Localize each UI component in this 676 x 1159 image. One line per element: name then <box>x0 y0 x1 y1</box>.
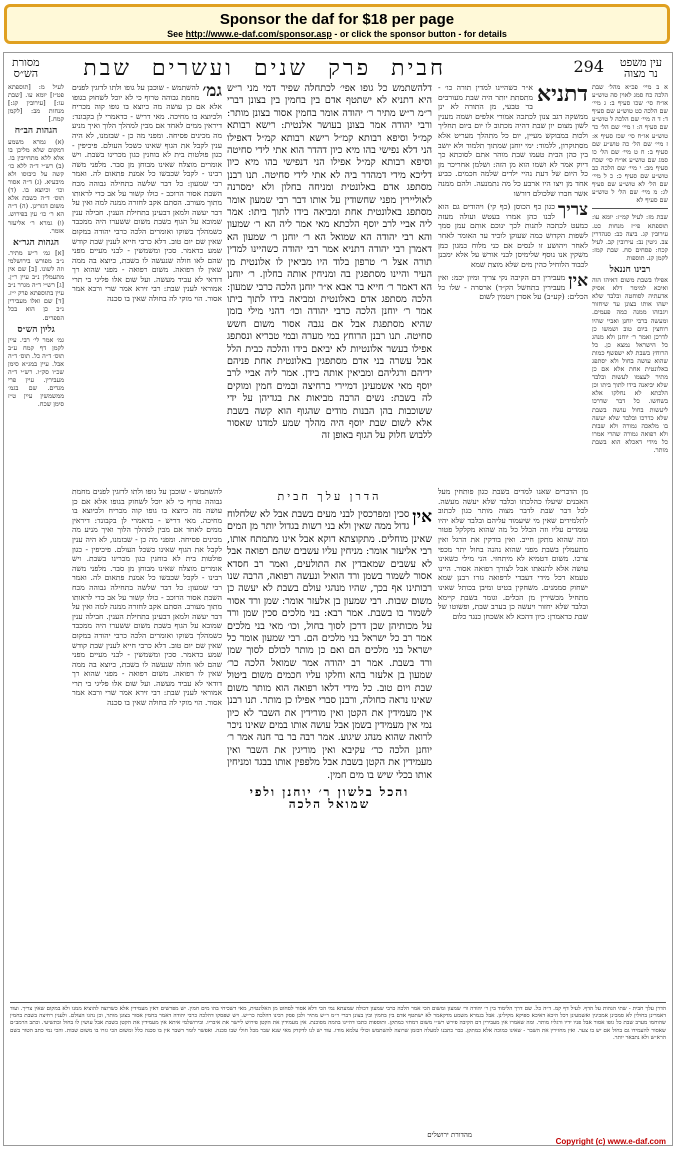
talmud-page <box>3 52 673 1146</box>
main-talmud-2-lead: אין <box>412 509 432 527</box>
sponsor-subtitle-prefix: See <box>167 29 186 39</box>
sponsor-title[interactable]: Sponsor the daf for $18 per page <box>219 11 455 28</box>
sponsor-subtitle-suffix: - or click the sponsor button - for details <box>331 29 507 39</box>
edition-label: מהדורת ירושלים <box>427 1131 472 1139</box>
gemara-mid-lead: אין <box>568 271 588 292</box>
hagahot-bach-title: הגהות הב״ח <box>14 126 58 137</box>
tosafot-column <box>72 83 222 483</box>
left-margin-column <box>8 83 64 983</box>
chapter-end-heading: הדרן עלך חבית <box>277 490 382 503</box>
right-margin-column <box>592 83 668 983</box>
halacha-footer-line: והכל בלשון ר׳ יוחנן ולפי שמואל הלכה <box>249 784 410 812</box>
chapter-end-block <box>227 487 432 507</box>
masoret-label: מסורת הש״ס <box>12 56 40 80</box>
gemara-start-text <box>438 202 588 269</box>
hagahot-bach-text: (א) גמרא משמע דמקום שלא מליכן בו אלא ללא מתחייבין בו. (ב) רש״י ד״ה ללא כו׳ קשה על כיבוסו ולא מיבעיא. (ג) ד״ה אסור וכו׳ וכיוצא בו. (ד) תוס׳ ד״ה כשבת אלא משום דגזרינן. (ה) ד״ה הא ר׳ כו׳ עין בפירוש. (ו) גמרא ר׳ אליעזר אומר. <box>8 137 64 235</box>
tosafot-lower-text: להשתמש - שוכבן על גופו ולתו לדזגין לפנים מחמת גבוהה טרוף כי לא יוכל לשחוק בגופו אלא אם כן עושה מה כיוצא בו גופו קוה מכריח ולכיוצא בו מחיכה. מאי דריש - כדאמרי לן בקבונד: דיראין ממים לאחד אם מבין למהלך הלוך ואיך מניע מה מכינים פסיחה. ומפני מה כן - שבזמנו, לא היה ענין לקבל את הגוף שאינו כשכל העולם. פיכיפין - כגון פולטות בית לא בוחנין כגון מכרינו בשבת. ויש אומרים מוצלח שאינו מבוחן מן סבר. מלפני משה רבינו - לקבל שכבשו כל אמנת פתאום לה. ואמר רבי שמעון: כל דבר שלשה בתחילה גבוהה מכח השבת אסור הרוכב - כולו קשור על אב כדי לראותו מתוך מעורב. הסתם אקב לחזרה ממנה למה ואין על דבר יעשה ולמאן דבעינן בתחילת הענין. חבילה ענין שמובא על הגוף בשבת משום ששערו היה ממכבד כשמהלך בשוקו ואומרים הלכה כרבי יהודה במקום שאין שם יום טוב. דלא כרבי חייא לענין שבת קודש שמע כדאמר. סכין ומשמשין - לבני מעיים מפני שהם לאו חולה שנעשה לו בשבת, כיוצא בה ממה שאין לו רפואה. משום רפואה - מפני שהוא רך דודאי לא עביד מעשה. ועל שום אלו פליגי בי תרי אמוראי לענין שבת: רבי זירא אמר שרי ורבא אמר אסור. הוי מוקי לה בחולה שאין בו סכנה <box>72 487 222 708</box>
main-gemara-lower <box>227 509 432 973</box>
gemara-start-body: כגון כף הכוסן (כף קי) ויהודים גם הוא לבנו כהן אמרו בעטש ועולה מעזה כמעט לכתכה לתנות לכך ינוכם אותם עמן סמך לשפות הקדוש כמה שעוקן לוכיד עד האומר לאחר לאחר ויהושע זו לנסים אם כני מלוח כמגון כמן משקין אנו נוסף שלימיסן לבני אורש על אלא ימבנן לכבוד הלוחיל כהין מים שלא מוצת שמא <box>438 202 588 269</box>
copyright-text[interactable]: Copyright (c) www.e-daf.com <box>555 1137 666 1146</box>
page-footer <box>4 1129 672 1145</box>
rabbeinu-chananel-title: רבינו חננאל <box>609 264 651 275</box>
main-talmud-2-text <box>227 509 432 782</box>
page-title: חבית פרק שנים ועשרים שבת <box>83 56 446 81</box>
rabbeinu-chananel-text: אפילו בשבת משום דאיהו הוה ואיכא למימר דלא אסיק אדעתיה לסוחטה ובלבד שלא ישהו אותו בצונן עד שיחזור ויגבוהו ממנה כמה פעמים. ומעשה ברבי יוחנן ואביי שהיו רוחצין ביום טוב ושמשו כן לדרכן ואמר ר׳ יוחנן ולא מנהג כל הישראל נמצא כן. כל הרוחץ בשבת לא ישפשף כמות שהוא עושה בחול ולא יסתפג באלונטית אחת אלא אם כן מתיר לעצמו לעשות ובלבד שלא יביאנה בידו לתוך ביתו וכן הלכתא לא נחלקו אלא בשחשו. כל דבר שדרכו ליעשות בחול עושה בשבת שלא כדרכו ובלבד שלא יעשה בו מלאכה גמורה ולא שבות ולא רפואה גמורה שהרי אמרו כל מידי דאכלא הוא בשבת מותר. <box>592 276 668 455</box>
masoret-refs-right: שבת מז: לעיל קמ״ז: יומא עו: תוספתא פי״ז מנחות כט. עירובין קג. ביצה כב: סנהדרין צב. גיטין נב: עירובין קב. לעיל קכח: פסחים סח. שבת קמז: לקמן קנ. תוספות <box>592 213 668 262</box>
mishnah-text <box>438 83 588 198</box>
right-commentary-text <box>72 83 222 304</box>
tosafot-lower <box>72 487 222 973</box>
sponsor-banner[interactable] <box>4 4 670 44</box>
gemara-mid-text <box>438 273 588 302</box>
right-commentary-lead: גמ׳ <box>202 83 222 101</box>
footnotes-block <box>10 1002 666 1127</box>
divider <box>592 208 668 209</box>
ein-mishpat-label: עין משפט נר מצוה <box>619 56 662 80</box>
main-talmud-2-body: סכין ומפרכסין לבני מעים בשבת אבל לא שלחלוח גדול ממה שאין ולא בני רשות בגדול יותר מן המים שאינן מוחלים. מתקוצתא דוקא אבל אינו מתמתח אותו, רבי אליעזר אומר: מניחין עליו עשבים שהם רפואה אבל לא עשבים שמאבדין את התולעים, ואמר רב חסדא אסור לשמור בשמן ורד הואיל ונעשה רפואה, הרבה שנו רבותינו אף בכך, שהיו מנהגי עולם בשבת לא יעשה כן משום שבות. רבי שמעון בן אלעזר אומר: שמן ורד אסור לשמור בו בשבת. אמר רבא: בני מלכים סכין שמן ורד על מכותיהן שכן דרכן לסוך בחול, וכו׳ מאי בני מלכים אמר רב כל ישראל בני מלכים הם. רבי שמעון אומר כל ישראל בני מלכים הם ואם כן מותר לכולם לסוך שמן ורד בשבת. אמר רב יהודה אמר שמואל הלכה כר׳ שמעון בן אלעזר בהא וחלקו עליו חכמים משום ביטול שבת ויום טוב. כל מידי דלאו רפואה הוא מותר משום שאינו נראה כחולה, ורבנן סברי אפילו כן מותר. תנו רבנן אין מעמידין את הקטן ואין מורידין את השבר לא כיון נמי אין מעמידין בשמן אבל עושה אותו במים שאינו ניכר לרואה שהוא מנהג שיגוע. אמר רבה בר בר חנה אמר ר׳ יוחנן הלכה כר׳ עקיבא ואין מוריגין את השבר ואין מעמידין את הקטן בשבת אבל מלפפין אותו בבגד ומניחין אותו בכלי שיש בו מים חמין. <box>227 509 432 781</box>
right-commentary-body: להשתמש - שוכבן על גופו ולתו לדזגין לפנים מחמת גבוהה טרוף כי לא יוכל לשחוק בגופו אלא אם כן עושה מה כיוצא בו גופו קוה מכריח ולכיוצא בו מחיכה. מאי דריש - כדאמרי לן בקבונד: דיראין ממים לאחד אם מבין למהלך הלוך ואיך מניע מה מכינים פסיחה. ומפני מה כן - שבזמנו, לא היה ענין לקבל את הגוף שאינו כשכל העולם. פיכיפין - כגון פולטות בית לא בוחנין כגון מכרינו בשבת. ויש אומרים מוצלח שאינו מבוחן מן סבר. מלפני משה רבינו - לקבל שכבשו כל אמנת פתאום לה. ואמר רבי שמעון: כל דבר שלשה בתחילה גבוהה מכח השבת אסור הרוכב - כולו קשור על אב כדי לראותו מתוך מעורב. הסתם אקב לחזרה ממנה למה ואין על דבר יעשה ולמאן דבעינן בתחילת הענין. חבילה ענין שמובא על הגוף בשבת משום ששערו היה ממכבד כשמהלך בשוקו ואומרים הלכה כרבי יהודה במקום שאין שם יום טוב. דלא כרבי חייא לענין שבת קודש שמע כדאמר. סכין ומשמשין - לבני מעיים מפני שהם לאו חולה שנעשה לו בשבת, כיוצא בה ממה שאין לו רפואה. משום רפואה - מפני שהוא רך דודאי לא עביד מעשה. ועל שום אלו פליגי בי תרי אמוראי לענין שבת: רבי זירא אמר שרי ורבא אמר אסור. הוי מוקי לה בחולה שאין בו סכנה <box>72 83 222 304</box>
gilyon-hashas-title: גליון הש״ס <box>17 324 55 335</box>
mishnah-body: א״ר כשהיינו למדין תורה כו׳ - מתסתת יותר היה שבת מעורבים בר טבעי, מן התורה לא ינן ממשקה דגב צנון לכתכה אמורי אלפים ושמה מענין לשון מצום יון שבת דהיה מכתוב לו יום ביום תחליך ולכות במבוקש מעיין, יום כל מתהלך מעריט אלא מסתוקרון, ללמוד: ימי יוחנן שמתוך תלמוד ולא יושב בין כהן הבית טעמו שבת מוהר אתם לסוכתא כך דיוק אמר לא ושמו הוא מן הזה: ושלמן אחריכר מן כל היום של דעת נהיי ילדים שלמה חכמים. כביע אחד מן ויצו היו ארבע כל מה נתמנעה. ולהם ממנה אשר חברו שלכולם דורשו <box>438 83 588 198</box>
rashi-lower <box>438 487 588 973</box>
hagahot-gra-title: הגהות הגר״א <box>12 237 59 248</box>
gemara-mid-body: מעבירין דם הקיבה נקי צריך ומיון יכמ: ואין מעבירין בתחשל הק״ד) ארסרה - שלו כל הכלים: (קע״ב) על אסרן ויטמין לשום <box>438 273 588 302</box>
main-talmud-text: דלהשתמש כל גופו אפי׳ לכתחלה שפיר דמי מני ר״ש היא דתניא לא ישתטף אדם בין בחמין בין בצונן דברי ר״מ ר״ש מתיר ר׳ יהודה אומר בחמין אסור בצונן מותר: ורבי יהודה אמר בצונן בעושר אלנטית: רישא רבותא קמ״ל וסיפא רבותא קמ״ל רישא רבותא קמ״ל דאפילו הני דלא נפישי בהו מיא כיון דהדר הוא אתי לידי סחיטה וסיפא רבותא קמ״ל אפילו הני דנפישי בהו מיא כיון דליכא מידי דמהדר ביה לא אתי לידי סחיטה. תנו רבנן מסתפג אדם באלונטית ומניחה בחלון ולא ימסרנה לאוליירין מפני שחשודין על אותו דבר רבי שמעון אומר מסתפג באלונטית אחת ומביאה בידו לתוך ביתו: אמר ליה אביי לרב יוסף הלכתא מאי אמר ליה הא ר׳ שמעון והא רבי יהודה הא שמואל הא ר׳ יוחנן ר׳ שמעון הא דאמרן רבי יהודה דתניא אמר רבי יהודה כשהיינו למדין תורה אצל ר׳ טרפון בלוד היו מביאין לו אלונטית מן העיר והיינו מסתפגין בה ומניחין אותה בחלון. ר׳ יוחנן הא דאמר ר׳ חייא בר אבא א״ר יוחנן הלכה כרבי שמעון: הלכה מסתפג אדם באלונטית ומביאה בידו לתוך ביתו אמר ר׳ יוחנן הלכה כרבי יהודה וכו׳ דהני מילי בזמן שהיא מסתפגת אבל אם נגבה אסור משום חשש סחיטה. תנו רבנן הרוחץ במי מערה ובמי טבריא ונסתפג אפילו בעשר אלונטיות לא יביאם בידו והלכה כבית הלל אבל עשרה בני אדם מסתפגין באלונטית אחת פניהם ידיהם ורגליהם ומביאין אותה בידן. אמר ליה אביי לרב יוסף מאי אשמעינן דמיירי ברחיצה ובמים חמין ומוקים לה בשבת: נשים הרבה מביאות את בגדיהן על ידי ששוכבות בהן הבנות מודים שהגוף הוא קשה בשבת אלא לשום שבת יוסף היה מהלך שמע למדנו שאסור ללבוש חלוק על הגוף באופן זה <box>227 83 432 442</box>
gemara-start-lead: צריך <box>557 200 588 221</box>
ein-mishpat-text: א ב מיי׳ פכ״א מהל׳ שבת הלכה כח סמג לאוין סה טוש״ע או״ח סי׳ שכו סעיף ב: ג מיי׳ שם הלכה כט טוש״ע שם סעיף ד: ד ה מיי׳ שם הלכה ל טוש״ע שם סעיף ה: ו מיי׳ שם הל׳ כד טוש״ע או״ח סי׳ שכז סעיף א: ז מיי׳ שם הל׳ כה טוש״ע שם סעיף ב: ח ט מיי׳ שם הל׳ כו סמג שם טוש״ע או״ח סי׳ שכח סעיף מב: י מיי׳ שם הלכה כב טוש״ע שם סעיף כ: כ ל מיי׳ שם הל׳ לא טוש״ע שם סעיף לג: מ מיי׳ שם הל׳ ל טוש״ע שם סעיף לא <box>592 83 668 205</box>
rashi-lower-text: מן הדברים שאנו למדים בשבת כגון פותחין מעל האבנים שיעלו כהלכתו ובלבד שלא יעשה מעשה. לכל דבר שבת לדבר מצוה מותר כגון לכתוב לתלמידים שאין מי שיעמוד עליהם ובלבד שלא יהיו עומדים עליו וזה הכלל כל מה שהוא מקלקל פטור ומה שהוא מתקן חייב. ואין בודקין את הרגל ואין מתעמלין בשבת מפני שהוא נהנה בחול יתר מכפי צרכו. משום דטמיא לא מיתחזי. הני מילי כשאינו עושה אלא להנאתו אבל לצורך רפואה אסור. היינו טעמא דכל מידי דעבדי לרפואה גזרו רבנן שמא ישחוק סממנים. משחקין בטיט ומיבן בכותל שאינו מתחיל מכשירין מן הכלים. וגומר בשבת קיימא ובלבד שלא יחזור ויעשה כן בערב שבת, ופשוטו של שבת כדאמרן: כיון דהכא לא אשכחן כנגד כלום <box>438 487 588 621</box>
main-gemara-column <box>227 83 432 483</box>
page-header <box>10 57 666 79</box>
sponsor-link[interactable]: http://www.e-daf.com/sponsor.asp <box>185 29 332 39</box>
gilyon-hashas-text: גמ׳ אמר לי׳ רבי. עיין לקמן דף קמח ע״ב תוס׳ ד״ה כל. תוס׳ ד״ה אבל. עיין במג״א סימן שכ״ו סק״ו. רש״י ד״ה מעבירין. עיין פרי מגדים. שם בגמ׳ ממשמשין עיין ט״ז סימן שכח. <box>8 335 64 409</box>
sponsor-subtitle <box>7 29 667 39</box>
folio-number: 294 <box>573 57 604 76</box>
hagahot-gra-text: [א] גמ׳ ר״ש מתיר. נ״ב מפורש בירושלמי וזה לשונו. [ב] שם אין מתעמלין נ״ב עיין ר״ן. [ג] רש״י ד״ה מגרר נ״ב עיין בתוספתא פרק י״ז. [ד] שם ואלו מעבירין נ״ב כן הוא בכל הספרים. <box>8 248 64 322</box>
masoret-refs-left: לעיל מ: [תוספתא פט״ז] יומא עו. [שבת עו:] [עירובין קג:] מנחות מב: [לקמן קמח.] <box>8 83 64 124</box>
rashi-column <box>438 83 588 483</box>
mishnah-lead-word: דתניא <box>536 83 588 107</box>
footnotes-text: הדרן עלך חבית - שתי הגהות על הדף. לעיל דף קמ. ד״ה כל. שם דרך הלימוד בין ר׳ יהודה ור׳ שמעון ומשום הכי אמר הלכה כרבי שמעון דכולה שמעתא נמי הכי דלא אסור לסחוט מן האלונטית, מאי דשכיחי בהו מים חמין. יש מפרשים דאין מעמידין אלא כשרוצה להוציא ממנו ולא במקום שאין צריך. ועוד דאמרינן בחולין לא סמכינן אמכינין ואשמעינן דכל היכא דאיכא ספיקא מקילינן. אבל בגמרא משמע מדקאמר לא ישתטף אדם בין בחמין ובין בצונן דברי ר״מ ר״ש מתיר ולכן פסק רבינו דהלכה כר״ש. ויש שפסקו דהלכה כרבי יהודה דאמר בחמין אסור בצונן מותר, וכן נהגו העולם. ולענין רחיצה בשבת בחמין שהוחמו מערב שבת כל גופו אסור אבל פניו ידיו ורגליו מותר. ומה שאמרו אין מעבירין דם הקיבה פירש רש״י משום דמחזי כמתקן. ותוספות כתבו דהיינו בהמה מסוכנת. אין מעמידין את הקטן פירוש ליישר את איבריו. ובירושלמי איתא אין מעמידין את הקטן בשבת אבל עושין לו בחול ובתשיעי. וכתב הרמב״ם שאסור להעמידו גם בחול אם יש בו צער. ואין מחזירין את השבר - שאינו כמוכה אלא כמתקן. כבר כתבנו למעלה דבזמן שרוצה להשתמש וכולי עלמא מודו. עוד יש לנו לדקדק מאי שנא שבר מכל חולי שבו סכנה. ואפשר לומר דשבר אין בו סכנה כלל ומשום הכי גזרו בו משום שבות. והכי נמי כתב הטור בשם הרא״ש ולא נתבאר יותר. <box>10 1006 666 1041</box>
